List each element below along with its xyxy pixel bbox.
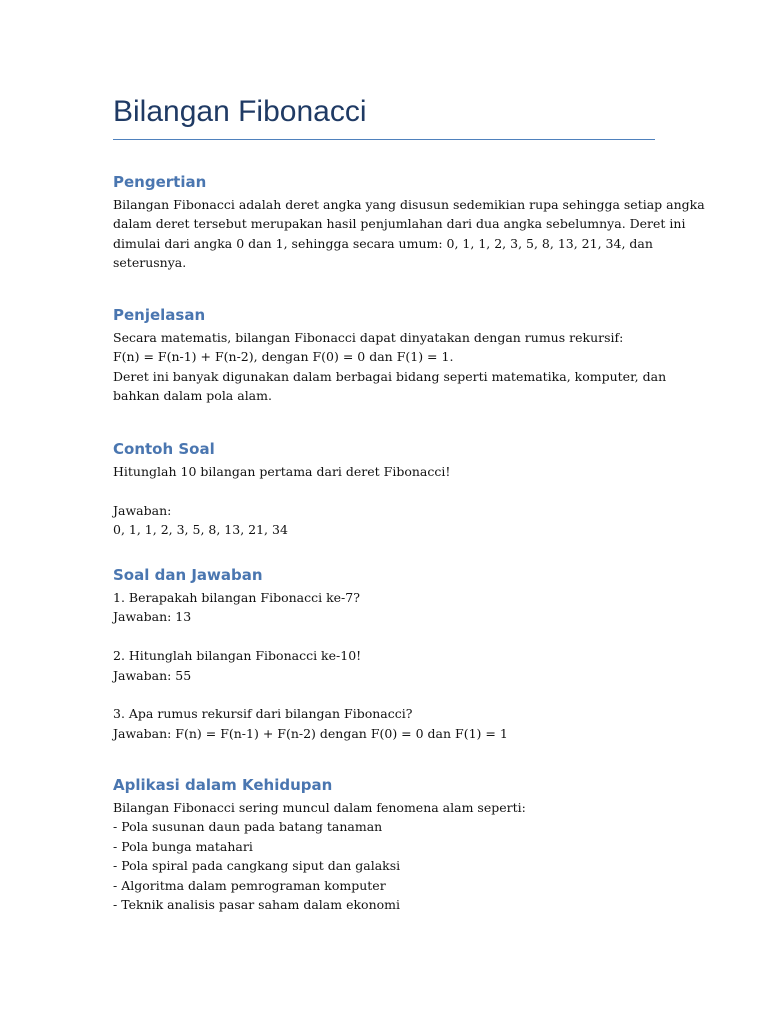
paragraph-line: seterusnya. (113, 255, 187, 271)
section-heading: Penjelasan (113, 306, 206, 324)
title-underline (113, 139, 655, 140)
list-item: - Teknik analisis pasar saham dalam ekonomi (113, 897, 401, 913)
section-pengertian (113, 171, 705, 273)
section-heading: Contoh Soal (113, 440, 215, 458)
section-penjelasan (113, 304, 667, 406)
list-item: - Pola spiral pada cangkang siput dan galaksi (113, 858, 401, 874)
answer-label: Jawaban: (113, 502, 172, 518)
qa-answer: Jawaban: 55 (113, 667, 192, 683)
question-text: Hitunglah 10 bilangan pertama dari deret Fibonacci! (113, 464, 451, 479)
section-aplikasi (113, 774, 655, 914)
qa-answer: Jawaban: 13 (113, 609, 192, 625)
list-item: - Pola susunan daun pada batang tanaman (113, 819, 383, 835)
list-intro: Bilangan Fibonacci sering muncul dalam fenomena alam seperti: (113, 800, 526, 815)
page-title: Bilangan Fibonacci (113, 95, 367, 128)
section-heading: Aplikasi dalam Kehidupan (113, 776, 333, 794)
paragraph-line: Secara matematis, bilangan Fibonacci dapat dinyatakan dengan rumus rekursif: (113, 330, 624, 345)
qa-question: 3. Apa rumus rekursif dari bilangan Fibonacci? (113, 706, 413, 722)
list-item: - Algoritma dalam pemrograman komputer (113, 877, 386, 893)
qa-question: 1. Berapakah bilangan Fibonacci ke-7? (113, 590, 360, 605)
section-paragraph (113, 328, 667, 406)
qa-question: 2. Hitunglah bilangan Fibonacci ke-10! (113, 648, 362, 664)
paragraph-line: Bilangan Fibonacci adalah deret angka yang disusun sedemikian rupa sehingga setiap angka (113, 197, 705, 212)
section-heading: Soal dan Jawaban (113, 566, 263, 584)
section-contoh-soal (113, 438, 655, 540)
section-paragraph (113, 798, 655, 914)
paragraph-line: dimulai dari angka 0 dan 1, sehingga secara umum: 0, 1, 1, 2, 3, 5, 8, 13, 21, 34, dan (113, 235, 653, 251)
list-item: - Pola bunga matahari (113, 838, 253, 854)
paragraph-line: Deret ini banyak digunakan dalam berbagai bidang seperti matematika, komputer, dan (113, 368, 667, 384)
section-paragraph (113, 462, 655, 540)
section-paragraph (113, 588, 655, 743)
section-soal-dan-jawaban (113, 564, 655, 743)
formula-line: F(n) = F(n-1) + F(n-2), dengan F(0) = 0 dan F(1) = 1. (113, 349, 454, 365)
paragraph-line: bahkan dalam pola alam. (113, 388, 272, 404)
section-paragraph (113, 195, 705, 273)
paragraph-line: dalam deret tersebut merupakan hasil penjumlahan dari dua angka sebelumnya. Deret ini (113, 216, 686, 232)
qa-answer: Jawaban: F(n) = F(n-1) + F(n-2) dengan F(0) = 0 dan F(1) = 1 (113, 725, 508, 741)
answer-text: 0, 1, 1, 2, 3, 5, 8, 13, 21, 34 (113, 522, 288, 538)
section-heading: Pengertian (113, 173, 207, 191)
